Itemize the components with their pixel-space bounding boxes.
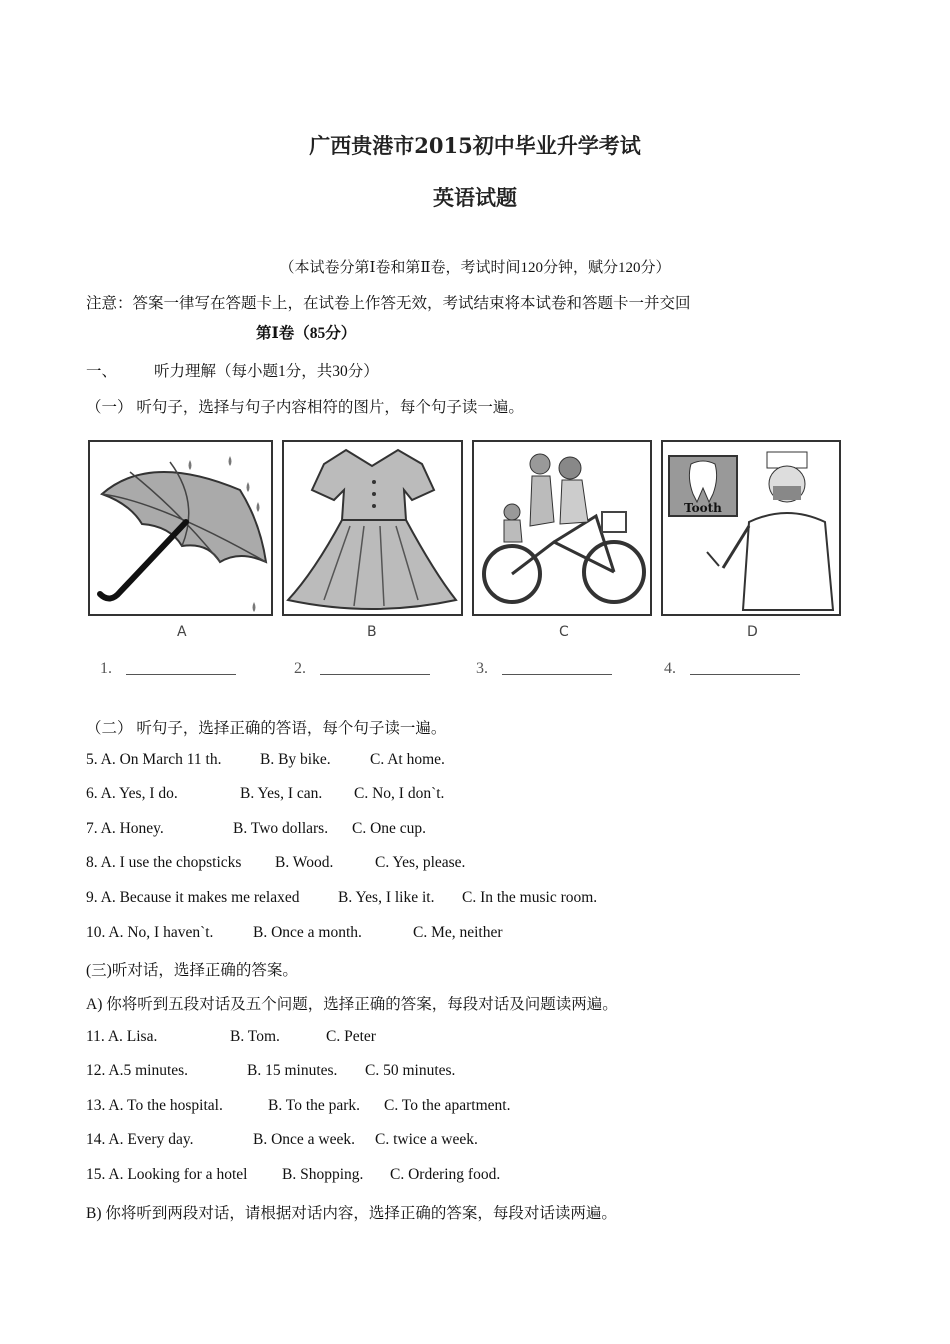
picture-label-a: A (177, 624, 187, 640)
section-number: 一、 (86, 363, 118, 380)
question-row: 9. A. Because it makes me relaxed B. Yes, I like it. C. In the music room. (86, 889, 598, 906)
picture-label-c: C (559, 624, 569, 640)
question-row: 8. A. I use the chopsticks B. Wood. C. Yes, please. (86, 854, 466, 871)
picture-d (661, 440, 841, 616)
part2-instruction: （二） 听句子，选择正确的答语，每个句子读一遍。 (86, 720, 447, 737)
page-title: 广西贵港市2015初中毕业升学考试 (309, 133, 641, 158)
notice: 注意：答案一律写在答题卡上，在试卷上作答无效，考试结束将本试卷和答题卡一并交回 (86, 295, 691, 312)
question-row: 11. A. Lisa. B. Tom. C. Peter (86, 1028, 376, 1045)
part1-instruction: （一） 听句子，选择与句子内容相符的图片，每个句子读一遍。 (86, 399, 524, 416)
part3b-instruction: B) 你将听到两段对话，请根据对话内容，选择正确的答案，每段对话读两遍。 (86, 1205, 617, 1222)
question-row: 10. A. No, I haven`t. B. Once a month. C. Me, neither (86, 924, 503, 941)
picture-label-b: B (367, 624, 377, 640)
picture-c (472, 440, 652, 616)
question-row: 6. A. Yes, I do. B. Yes, I can. C. No, I don`t. (86, 785, 445, 802)
volume-heading: 第Ⅰ卷（85分） (256, 325, 357, 342)
picture-a (88, 440, 273, 616)
umbrella-rain-icon (90, 442, 270, 613)
question-row: 5. A. On March 11 th. B. By bike. C. At home. (86, 751, 445, 768)
page-subtitle: 英语试题 (433, 185, 517, 210)
question-row: 12. A.5 minutes. B. 15 minutes. C. 50 minutes. (86, 1062, 456, 1079)
part3-instruction: (三)听对话，选择正确的答案。 (86, 962, 298, 979)
picture-strip (86, 432, 860, 624)
answer-blank-2[interactable]: 2. (294, 660, 430, 678)
exam-info: （本试卷分第Ⅰ卷和第Ⅱ卷，考试时间120分钟，赋分120分） (279, 260, 671, 276)
family-bicycle-icon (474, 442, 649, 613)
question-row: 14. A. Every day. B. Once a week. C. twice a week. (86, 1131, 478, 1148)
question-row: 13. A. To the hospital. B. To the park. C. To the apartment. (86, 1097, 511, 1114)
answer-blank-1[interactable]: 1. (100, 660, 236, 678)
tooth-sign-label: Tooth (684, 501, 722, 515)
question-row: 15. A. Looking for a hotel B. Shopping. C. Ordering food. (86, 1166, 501, 1183)
section-heading: 听力理解（每小题1分，共30分） (154, 363, 379, 380)
dentist-tooth-sign-icon (663, 442, 838, 613)
picture-b (282, 440, 463, 616)
part3a-instruction: A) 你将听到五段对话及五个问题，选择正确的答案，每段对话及问题读两遍。 (86, 996, 618, 1013)
question-row: 7. A. Honey. B. Two dollars. C. One cup. (86, 820, 427, 837)
picture-label-d: D (747, 624, 758, 640)
dress-icon (284, 442, 460, 613)
answer-blank-4[interactable]: 4. (664, 660, 800, 678)
answer-blank-3[interactable]: 3. (476, 660, 612, 678)
